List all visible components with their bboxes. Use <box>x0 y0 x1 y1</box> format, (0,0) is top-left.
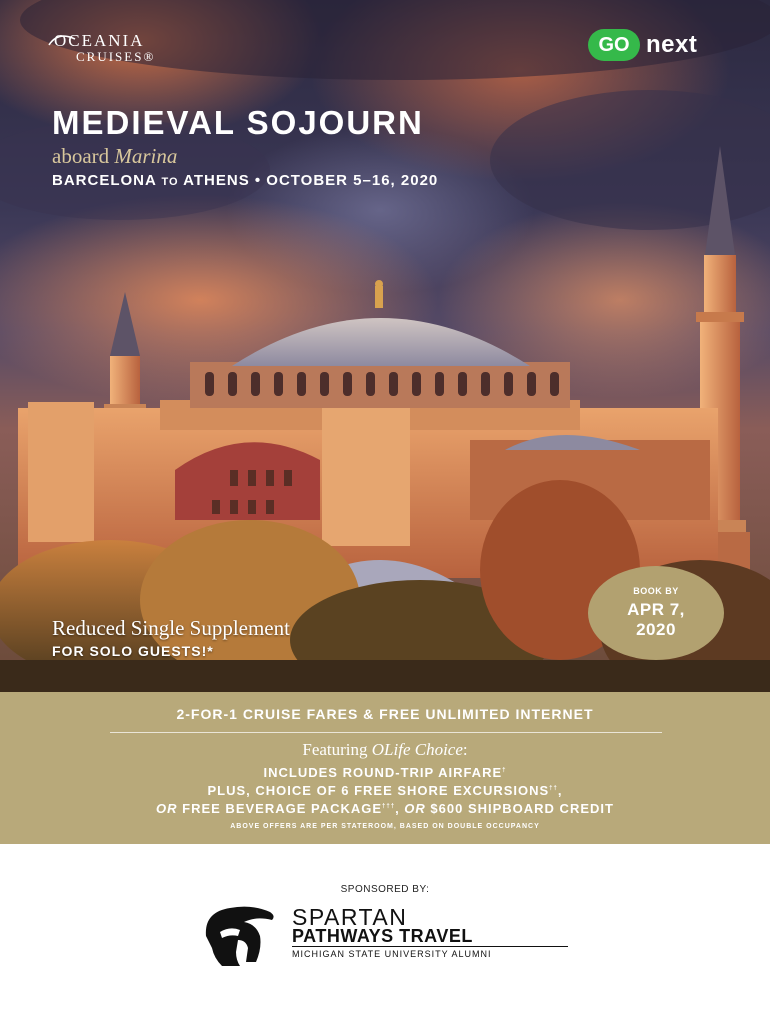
separator-comma: , <box>395 801 405 816</box>
credit-text: $600 SHIPBOARD CREDIT <box>425 801 614 816</box>
spartan-helmet-icon <box>200 902 280 968</box>
featuring-line <box>0 740 770 760</box>
airfare-mark: † <box>502 767 507 774</box>
route-and-dates <box>52 172 438 189</box>
supplement-subtitle: FOR SOLO GUESTS!* <box>52 643 214 659</box>
sponsor-divider <box>292 946 568 947</box>
route-rest: ATHENS • OCTOBER 5–16, 2020 <box>178 172 439 189</box>
route-from: BARCELONA <box>52 172 162 189</box>
go-badge: GO <box>588 29 640 61</box>
book-by-date-line2: 2020 <box>636 620 676 639</box>
offer-line-airfare <box>0 765 770 780</box>
offer-band <box>0 692 770 844</box>
offer-divider <box>110 732 662 733</box>
beverage-text: FREE BEVERAGE PACKAGE <box>177 801 383 816</box>
offer-fine-print: ABOVE OFFERS ARE PER STATEROOM, BASED ON DOUBLE OCCUPANCY <box>230 823 540 830</box>
olife-choice: OLife Choice <box>371 740 463 759</box>
ship-name: Marina <box>114 144 178 168</box>
offer-headline: 2-FOR-1 CRUISE FARES & FREE UNLIMITED INTERNET <box>176 706 594 722</box>
trip-title: MEDIEVAL SOJOURN <box>52 104 424 141</box>
route-to-word: TO <box>161 176 179 188</box>
beverage-mark: ††† <box>382 803 396 810</box>
cruises-wordmark: CRUISES® <box>76 49 156 64</box>
or-word-1: OR <box>156 801 178 816</box>
msu-alumni-text: MICHIGAN STATE UNIVERSITY ALUMNI <box>292 949 492 959</box>
book-by-date-line1: APR 7, <box>627 600 685 619</box>
book-by-badge <box>588 566 724 660</box>
offer-line-excursions <box>0 783 770 798</box>
offer-line-beverage-credit <box>0 801 770 816</box>
featuring-label: Featuring <box>302 740 372 759</box>
pathways-travel-wordmark: PATHWAYS TRAVEL <box>292 926 473 946</box>
oceania-wordmark: OCEANIA <box>54 31 145 50</box>
aboard-text: aboard <box>52 144 115 168</box>
excursions-comma: , <box>557 783 563 798</box>
oceania-cruises-logo <box>54 32 204 66</box>
or-word-2: OR <box>404 801 426 816</box>
oceania-swoosh-icon <box>48 33 76 47</box>
ship-subtitle <box>52 144 177 169</box>
excursions-text: PLUS, CHOICE OF 6 FREE SHORE EXCURSIONS <box>207 783 550 798</box>
sponsored-by-label: SPONSORED BY: <box>340 884 430 895</box>
airfare-text: INCLUDES ROUND-TRIP AIRFARE <box>263 765 503 780</box>
excursions-mark: †† <box>549 785 558 792</box>
book-by-label: BOOK BY <box>633 586 679 596</box>
go-next-logo <box>588 27 697 63</box>
spartan-wordmark: SPARTAN <box>292 904 408 930</box>
supplement-title: Reduced Single Supplement <box>52 616 290 640</box>
next-wordmark: next <box>646 31 698 58</box>
featuring-colon: : <box>462 740 468 759</box>
